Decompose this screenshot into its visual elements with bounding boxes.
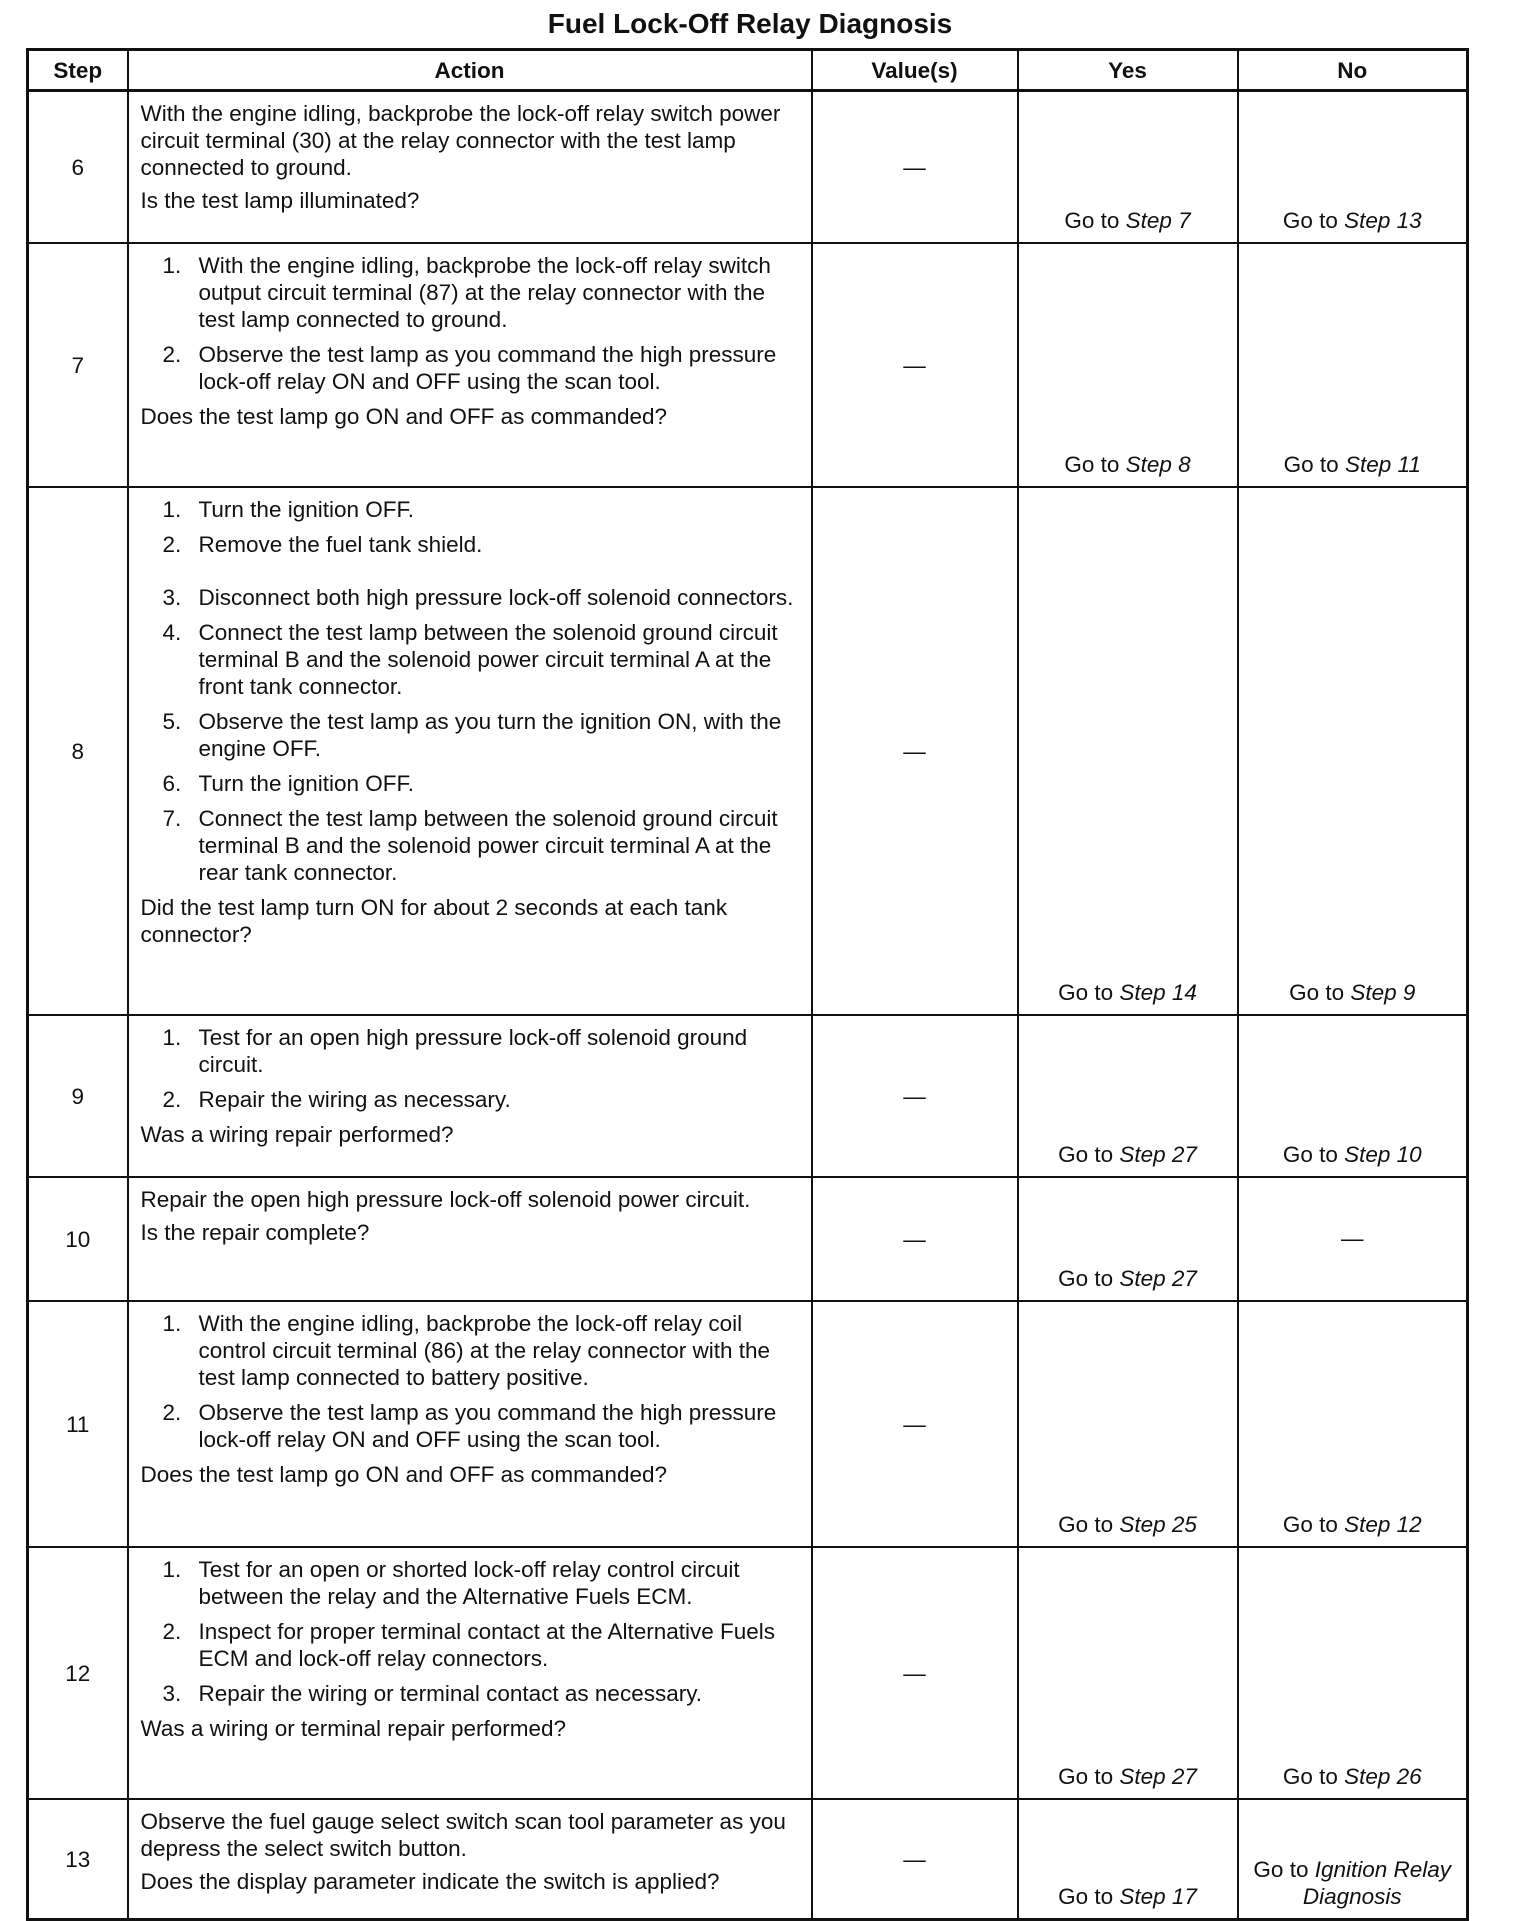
value-cell: — [812,487,1018,1015]
yes-prefix: Go to [1058,1142,1120,1167]
yes-cell [1018,1547,1238,1799]
action-question: Is the repair complete? [140,1220,370,1245]
no-step-link: Step 12 [1344,1512,1422,1537]
no-step-link: Step 26 [1344,1764,1422,1789]
table-row [28,1301,1468,1547]
action-cell [128,1547,812,1799]
yes-prefix: Go to [1058,980,1120,1005]
value-cell: — [812,1015,1018,1177]
action-list [141,1556,799,1707]
action-item: 3. Repair the wiring or terminal contact as necessary. [162,1681,703,1706]
no-step-link: Step 13 [1344,208,1422,233]
action-item: 2. Inspect for proper terminal contact at the Alternative Fuels ECM and lock-off relay connectors. [162,1619,776,1671]
yes-step-link: Step 27 [1119,1142,1197,1167]
action-list [141,1310,799,1453]
yes-cell [1018,1177,1238,1301]
yes-cell [1018,243,1238,487]
header-action: Action [128,50,812,91]
no-cell [1238,487,1468,1015]
no-cell [1238,1547,1468,1799]
action-item: 7. Connect the test lamp between the solenoid ground circuit terminal B and the solenoid power circuit terminal A at the rear tank connector. [162,806,778,885]
action-item: 1. With the engine idling, backprobe the lock-off relay switch output circuit terminal (87) at the relay connector with the test lamp connected to ground. [162,253,771,332]
no-cell [1238,243,1468,487]
no-cell: — [1238,1177,1468,1301]
action-question: Does the test lamp go ON and OFF as commanded? [140,404,667,429]
yes-step-link: Step 7 [1125,208,1191,233]
action-item: 1. Test for an open or shorted lock-off relay control circuit between the relay and the Alternative Fuels ECM. [162,1557,740,1609]
action-cell [128,91,812,244]
action-item: 2. Remove the fuel tank shield. [162,532,483,557]
step-number: 10 [28,1177,128,1301]
action-cell [128,1799,812,1920]
table-row [28,1015,1468,1177]
step-number: 9 [28,1015,128,1177]
step-number: 8 [28,487,128,1015]
action-text: Observe the fuel gauge select switch scan tool parameter as you depress the select switch button. [140,1809,786,1861]
action-item: 2. Observe the test lamp as you command the high pressure lock-off relay ON and OFF using the scan tool. [162,1400,777,1452]
no-prefix: Go to [1282,1142,1345,1167]
no-cell [1238,91,1468,244]
step-number: 11 [28,1301,128,1547]
yes-step-link: Step 17 [1119,1884,1197,1909]
table-row [28,243,1468,487]
action-text: Repair the open high pressure lock-off solenoid power circuit. [140,1187,751,1212]
no-cell [1238,1799,1468,1920]
value-cell: — [812,1799,1018,1920]
table-row [28,1799,1468,1920]
yes-cell [1018,487,1238,1015]
action-question: Did the test lamp turn ON for about 2 seconds at each tank connector? [140,895,728,947]
value-cell: — [812,1177,1018,1301]
no-step-link: Step 9 [1350,980,1416,1005]
action-list [141,1024,799,1113]
yes-prefix: Go to [1058,1512,1120,1537]
table-header-row [28,50,1468,91]
yes-prefix: Go to [1058,1764,1120,1789]
step-number: 12 [28,1547,128,1799]
no-step-link: Ignition Relay Diagnosis [1302,1857,1452,1909]
value-cell: — [812,1301,1018,1547]
no-prefix: Go to [1282,1764,1345,1789]
header-no: No [1238,50,1468,91]
table-row [28,1547,1468,1799]
yes-prefix: Go to [1058,1884,1120,1909]
value-cell: — [812,1547,1018,1799]
no-prefix: Go to [1282,1512,1345,1537]
document-page [26,0,1466,1921]
action-cell [128,1177,812,1301]
yes-cell [1018,1799,1238,1920]
action-cell [128,1301,812,1547]
action-cell [128,1015,812,1177]
action-item: 1. Turn the ignition OFF. [162,497,415,522]
document-title: Fuel Lock-Off Relay Diagnosis [547,8,953,39]
header-yes: Yes [1018,50,1238,91]
action-cell [128,487,812,1015]
action-question: Does the display parameter indicate the switch is applied? [140,1869,720,1894]
yes-prefix: Go to [1058,1266,1120,1291]
action-question: Does the test lamp go ON and OFF as commanded? [140,1462,667,1487]
yes-cell [1018,1301,1238,1547]
action-item: 4. Connect the test lamp between the solenoid ground circuit terminal B and the solenoid power circuit terminal A at the front tank connector. [162,620,778,699]
yes-step-link: Step 25 [1119,1512,1197,1537]
step-number: 6 [28,91,128,244]
no-prefix: Go to [1282,208,1345,233]
no-prefix: Go to [1283,452,1345,477]
no-prefix: Go to [1289,980,1351,1005]
value-cell: — [812,243,1018,487]
action-cell [128,243,812,487]
action-item: 5. Observe the test lamp as you turn the ignition ON, with the engine OFF. [162,709,782,761]
yes-prefix: Go to [1064,452,1126,477]
yes-step-link: Step 14 [1119,980,1197,1005]
table-row [28,487,1468,1015]
yes-step-link: Step 27 [1119,1266,1197,1291]
action-item: 1. Test for an open high pressure lock-off solenoid ground circuit. [162,1025,748,1077]
no-cell [1238,1301,1468,1547]
yes-prefix: Go to [1064,208,1126,233]
value-cell: — [812,91,1018,244]
action-item: 6. Turn the ignition OFF. [162,771,415,796]
yes-step-link: Step 8 [1125,452,1191,477]
action-question: Is the test lamp illuminated? [140,188,420,213]
action-question: Was a wiring or terminal repair performed? [140,1716,567,1741]
yes-step-link: Step 27 [1119,1764,1197,1789]
table-row [28,1177,1468,1301]
yes-cell [1018,91,1238,244]
action-item: 1. With the engine idling, backprobe the lock-off relay coil control circuit terminal (86) at the relay connector with the test lamp connected to battery positive. [162,1311,770,1390]
step-number: 13 [28,1799,128,1920]
no-step-link: Step 10 [1344,1142,1422,1167]
action-item: 3. Disconnect both high pressure lock-off solenoid connectors. [162,585,794,610]
header-step: Step [28,50,128,91]
diagnosis-table [26,48,1469,1921]
action-list [141,496,799,886]
yes-cell [1018,1015,1238,1177]
no-prefix: Go to [1253,1857,1315,1882]
header-values: Value(s) [812,50,1018,91]
table-row [28,91,1468,244]
no-cell [1238,1015,1468,1177]
action-item: 2. Repair the wiring as necessary. [162,1087,511,1112]
no-step-link: Step 11 [1344,452,1421,477]
step-number: 7 [28,243,128,487]
action-item: 2. Observe the test lamp as you command the high pressure lock-off relay ON and OFF using the scan tool. [162,342,777,394]
action-text: With the engine idling, backprobe the lock-off relay switch power circuit terminal (30) at the relay connector with the test lamp connected to ground. [140,101,781,180]
action-question: Was a wiring repair performed? [140,1122,454,1147]
action-list [141,252,799,395]
